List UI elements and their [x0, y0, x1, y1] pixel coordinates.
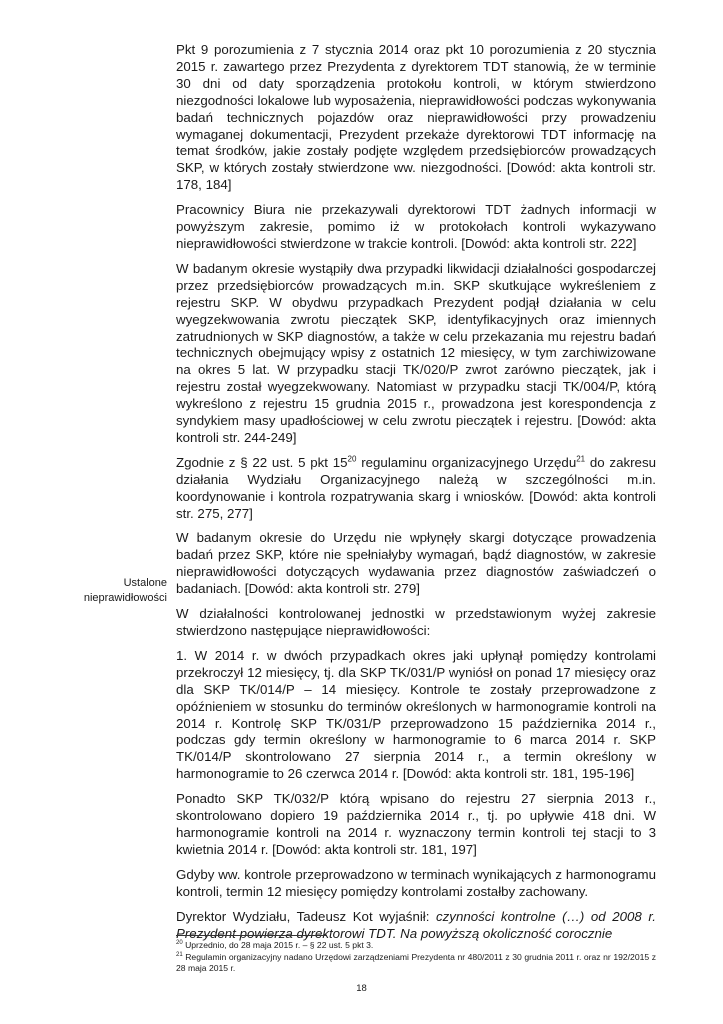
- paragraph-agreement: Pkt 9 porozumienia z 7 stycznia 2014 oraz pkt 10 porozumienia z 20 stycznia 2015 r. zawartego przez Prezydenta z dyrektorem TDT stanowią, że w terminie 30 dni od daty sporządzenia protokołu kontroli, w którym stwierdzono niezgodności lokalowe lub wyposażenia, nieprawidłowości podczas wykonywania badań technicznych pojazdów oraz nieprawidłowości przy prowadzeniu wymaganej dokumentacji, Prezydent przekaże dyrektorowi TDT informację na temat środków, jakie zostały podjęte względem przedsiębiorców prowadzących SKP, w których zostały stwierdzone ww. niezgodności. [Dowód: akta kontroli str. 178, 184]: [176, 42, 656, 193]
- footnote-21: [176, 952, 656, 975]
- paragraph-regulation-text-c: do zakresu działania Wydziału Organizacyjnego należą w szczególności m.in. koordynowanie i kontrola rozpatrywania skarg i wniosków. [Dowód: akta kontroli str. 275, 277]: [176, 454, 656, 521]
- footnote-20: [176, 940, 656, 952]
- paragraph-schedule-note: Gdyby ww. kontrole przeprowadzono w terminach wynikających z harmonogramu kontroli, termin 12 miesięcy pomiędzy kontrolami zostałby zachowany.: [176, 866, 656, 899]
- paragraph-findings-intro: W działalności kontrolowanej jednostki w przedstawionym wyżej zakresie stwierdzono następujące nieprawidłowości:: [176, 606, 656, 638]
- paragraph-liquidation: W badanym okresie wystąpiły dwa przypadki likwidacji działalności gospodarczej przez przedsiębiorców prowadzących m.in. SKP skutkujące wykreśleniem z rejestru SKP. W obydwu przypadkach Prezydent podjął działania w celu wyegzekwowania zwrotu pieczątek SKP, identyfikacyjnych oraz imiennych zatrudnionych w SKP diagnostów, a także w celu przekazania mu rejestru badań technicznych obejmujący wpisy z ostatnich 12 miesięcy, w tym zarchiwizowane na okres 5 lat. W przypadku stacji TK/020/P zwrot zarówno pieczątek, jak i rejestru został wyegzekwowany. Natomiast w przypadku stacji TK/004/P, którą wykreślono z rejestru 15 grudnia 2015 r., prowadzona jest korespondencja z syndykiem masy upadłościowej w celu zwrotu pieczątek i rejestru. [Dowód: akta kontroli str. 244-249]: [176, 260, 656, 445]
- footnote-21-number: 21: [176, 951, 183, 958]
- paragraph-finding-1: 1. W 2014 r. w dwóch przypadkach okres jaki upłynął pomiędzy kontrolami przekroczył 12 miesięcy, tj. dla SKP TK/031/P wyniósł on ponad 17 miesięcy oraz dla SKP TK/014/P – 14 miesięcy. Kontrole te zostały przeprowadzone z opóźnieniem w stosunku do terminów określonych w harmonogramie kontroli na 2014 r. Kontrolę SKP TK/031/P przeprowadzono 15 października 2014 r., podczas gdy termin określony w harmonogramie to 6 marca 2014 r. SKP TK/014/P skontrolowano 27 sierpnia 2014 r., a termin określony w harmonogramie to 26 czerwca 2014 r. [Dowód: akta kontroli str. 181, 195-196]: [176, 647, 656, 782]
- paragraph-regulation: [176, 455, 656, 523]
- paragraph-regulation-text-a: Zgodnie z § 22 ust. 5 pkt 15: [176, 454, 348, 470]
- footnote-21-text: Regulamin organizacyjny nadano Urzędowi zarządzeniami Prezydenta nr 480/2011 z 30 grudnia 2011 r. oraz nr 192/2015 z 28 maja 2015 r.: [176, 951, 656, 973]
- footnote-ref-21: 21: [576, 454, 586, 464]
- paragraph-director-explanation: [176, 909, 656, 943]
- page-number: 18: [356, 983, 367, 994]
- footnote-20-number: 20: [176, 940, 183, 947]
- footnote-separator: [176, 935, 326, 936]
- paragraph-regulation-text-b: regulaminu organizacyjnego Urzędu: [356, 454, 577, 470]
- paragraph-finding-tk032: Ponadto SKP TK/032/P którą wpisano do rejestru 27 sierpnia 2013 r., skontrolowano dopiero 19 października 2014 r., tj. po upływie 418 dni. W harmonogramie kontroli na 2014 r. wyznaczony termin kontroli tej stacji to 3 kwietnia 2014 r. [Dowód: akta kontroli str. 181, 197]: [176, 791, 656, 857]
- footnotes: [176, 940, 656, 975]
- paragraph-director-quote: czynności kontrolne (…) od 2008 r. Prezydent powierza dyrektorowi TDT. Na powyższą okoliczność corocznie: [176, 908, 656, 941]
- footnote-ref-20: 20: [347, 454, 357, 464]
- footnote-20-text: Uprzednio, do 28 maja 2015 r. – § 22 ust. 5 pkt 3.: [182, 940, 374, 950]
- paragraph-bureau-staff: Pracownicy Biura nie przekazywali dyrektorowi TDT żadnych informacji w powyższym zakresie, pomimo iż w protokołach kontroli wykazywano nieprawidłowości stwierdzone w trakcie kontroli. [Dowód: akta kontroli str. 222]: [176, 202, 656, 251]
- body-text: [176, 42, 656, 950]
- margin-label-findings: Ustalone nieprawidłowości: [83, 577, 167, 604]
- paragraph-complaints: W badanym okresie do Urzędu nie wpłynęły skargi dotyczące prowadzenia badań przez SKP, które nie spełniałyby wymagań, bądź diagnostów, w zakresie nieprawidłowości dotyczących wydawania przez diagnostów zaświadczeń o badaniach. [Dowód: akta kontroli str. 279]: [176, 530, 656, 597]
- paragraph-director-text: Dyrektor Wydziału, Tadeusz Kot wyjaśnił:: [176, 908, 436, 924]
